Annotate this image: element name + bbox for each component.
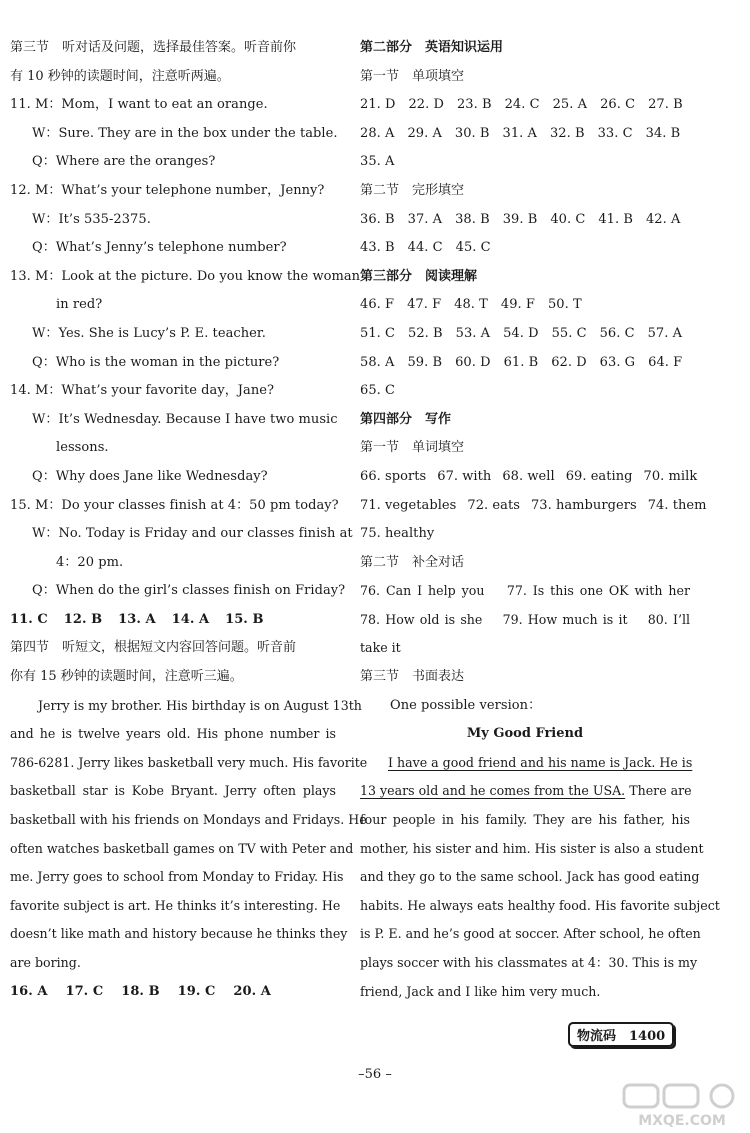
essay-line: plays soccer with his classmates at 4：30. This is my bbox=[360, 955, 698, 970]
essay-line: friend, Jack and I like him very much. bbox=[360, 983, 601, 999]
essay-line: and they go to the same school. Jack has good eating bbox=[360, 869, 700, 885]
section3-header-line2: 有 10 秒钟的读题时间，注意听两遍。 bbox=[10, 68, 230, 84]
answer-item: 74. them bbox=[647, 497, 707, 513]
answer-item: 63. G bbox=[599, 354, 636, 370]
answer-item: 35. A bbox=[360, 154, 395, 170]
logistics-code-box: 物流码 1400 bbox=[568, 1022, 674, 1047]
answer-item: 42. A bbox=[645, 211, 681, 227]
answer-item: 18. B bbox=[121, 983, 160, 999]
watermark-icon bbox=[618, 1083, 746, 1129]
section4-header-line1: 第四节 听短文，根据短文内容回答问题。听音前 bbox=[10, 640, 297, 656]
answer-item: 61. B bbox=[503, 354, 539, 370]
answer-item: 28. A bbox=[360, 125, 395, 141]
answer-item: 34. B bbox=[645, 125, 681, 141]
answer-item: 67. with bbox=[437, 468, 492, 484]
answer-row bbox=[360, 520, 690, 549]
answer-item: 12. B bbox=[63, 611, 103, 627]
version-label: One possible version： bbox=[390, 697, 542, 713]
answer-item: 48. T bbox=[454, 297, 488, 313]
dialogue-answer-line: 76. Can I help you 77. Is this one OK with her bbox=[360, 583, 690, 599]
answer-item: 30. B bbox=[454, 125, 490, 141]
passage-line: basketball with his friends on Mondays and Fridays. He bbox=[10, 812, 367, 828]
answer-item: 38. B bbox=[455, 211, 490, 227]
answer-item: 62. D bbox=[551, 354, 587, 370]
dialogue-line: W：No. Today is Friday and our classes finish at bbox=[32, 526, 353, 542]
answer-item: 58. A bbox=[360, 354, 395, 370]
sec2-title: 第二节 完形填空 bbox=[360, 182, 465, 198]
passage-line: often watches basketball games on TV with Peter and bbox=[10, 840, 354, 856]
dialogue-line: 4：20 pm. bbox=[56, 554, 124, 570]
page-number: –56 – bbox=[358, 1067, 392, 1082]
answer-item: 66. sports bbox=[360, 468, 427, 484]
passage-text: Jerry is my brother. His birthday is on August 13th bbox=[38, 697, 362, 713]
passage-line: doesn’t like math and history because he thinks they bbox=[10, 926, 348, 942]
dialogue-line: lessons. bbox=[56, 440, 109, 456]
answer-item: 73. hamburgers bbox=[530, 497, 637, 513]
p4-sec2-title: 第二节 补全对话 bbox=[360, 554, 465, 570]
p4-sec1-answers bbox=[360, 463, 707, 549]
essay-line bbox=[360, 749, 693, 778]
dialogue-line: Q：What’s Jenny’s telephone number? bbox=[32, 240, 287, 256]
answer-item: 40. C bbox=[550, 211, 586, 227]
dialogue-line: W：Yes. She is Lucy’s P. E. teacher. bbox=[32, 325, 266, 341]
answer-item: 14. A bbox=[171, 611, 210, 627]
passage-line: are boring. bbox=[10, 955, 81, 970]
answer-item: 24. C bbox=[504, 97, 540, 113]
answer-item: 50. T bbox=[547, 297, 582, 313]
answer-item: 17. C bbox=[65, 983, 104, 999]
sec2-answers bbox=[360, 206, 690, 263]
dialogue-line: W：It’s Wednesday. Because I have two music bbox=[32, 411, 338, 427]
passage-line: 786-6281. Jerry likes basketball very much. His favorite bbox=[10, 754, 368, 770]
essay-line: is P. E. and he’s good at soccer. After school, he often bbox=[360, 926, 701, 942]
answer-item: 15. B bbox=[225, 611, 264, 627]
answer-row bbox=[360, 234, 690, 263]
answer-item: 53. A bbox=[455, 325, 491, 341]
part2-title: 第二部分 英语知识运用 bbox=[360, 40, 504, 55]
watermark-logo bbox=[618, 1083, 746, 1129]
part3-title: 第三部分 阅读理解 bbox=[360, 268, 478, 284]
p4-sec1-title: 第一节 单词填空 bbox=[360, 440, 465, 456]
answer-item: 29. A bbox=[407, 125, 442, 141]
sec1-answers bbox=[360, 91, 690, 177]
dialogue-line: 11. M：Mom，I want to eat an orange. bbox=[10, 97, 268, 113]
answer-item: 13. A bbox=[118, 611, 156, 627]
part3-answers bbox=[360, 291, 690, 405]
answer-item: 60. D bbox=[455, 354, 491, 370]
answer-item: 27. B bbox=[648, 97, 683, 113]
right-column bbox=[360, 34, 720, 1006]
essay-underlined-2: 13 years old and he comes from the USA. bbox=[360, 783, 626, 799]
dialogue-line: Q：Where are the oranges? bbox=[32, 154, 216, 170]
answer-item: 52. B bbox=[408, 325, 443, 341]
essay-title: My Good Friend bbox=[466, 726, 584, 742]
answer-item: 45. C bbox=[455, 240, 491, 256]
essay-body bbox=[360, 749, 720, 1006]
dialogue-line: 15. M：Do your classes finish at 4：50 pm today? bbox=[10, 497, 339, 513]
dialogue-list bbox=[10, 91, 361, 606]
left-column bbox=[10, 34, 368, 1006]
passage bbox=[10, 692, 368, 978]
passage-line bbox=[10, 692, 362, 721]
answer-row bbox=[360, 492, 707, 521]
answer-item: 36. B bbox=[360, 211, 395, 227]
dialogue-line: Q：When do the girl’s classes finish on Friday? bbox=[32, 583, 346, 599]
answer-item: 69. eating bbox=[565, 468, 633, 484]
section4-header-line2: 你有 15 秒钟的读题时间，注意听三遍。 bbox=[10, 669, 243, 685]
dialogue-answer-line: take it bbox=[360, 640, 401, 656]
answer-item: 23. B bbox=[456, 97, 492, 113]
answer-item: 55. C bbox=[551, 325, 587, 341]
answer-item: 46. F bbox=[360, 297, 395, 313]
dialogue-line: Q：Who is the woman in the picture? bbox=[32, 354, 280, 370]
answer-item: 21. D bbox=[360, 97, 396, 113]
dialogue-line: W：Sure. They are in the box under the table. bbox=[32, 125, 338, 141]
answer-item: 26. C bbox=[600, 97, 636, 113]
answer-item: 43. B bbox=[360, 240, 395, 256]
answer-row bbox=[360, 148, 690, 177]
part4-title: 第四部分 写作 bbox=[360, 411, 452, 427]
answer-item: 39. B bbox=[502, 211, 538, 227]
answer-item: 31. A bbox=[502, 125, 537, 141]
dialogue-line: W：It’s 535-2375. bbox=[32, 211, 151, 227]
answer-item: 56. C bbox=[599, 325, 635, 341]
p4-sec3-title: 第三节 书面表达 bbox=[360, 669, 465, 685]
answers-11-15 bbox=[10, 606, 336, 635]
passage-line: and he is twelve years old. His phone number is bbox=[10, 726, 336, 742]
answer-item: 37. A bbox=[407, 211, 443, 227]
answer-item: 51. C bbox=[360, 325, 396, 341]
essay-line: habits. He always eats healthy food. His favorite subject bbox=[360, 897, 720, 913]
essay-line bbox=[360, 777, 690, 806]
answer-item: 59. B bbox=[407, 354, 443, 370]
answer-item: 70. milk bbox=[643, 468, 698, 484]
answer-row bbox=[360, 291, 690, 320]
passage-line: me. Jerry goes to school from Monday to Friday. His bbox=[10, 869, 344, 885]
p4-sec2-answers bbox=[360, 577, 690, 663]
answer-item: 32. B bbox=[549, 125, 585, 141]
section3-header-line1: 第三节 听对话及问题，选择最佳答案。听音前你 bbox=[10, 40, 297, 55]
answer-row bbox=[360, 349, 690, 378]
dialogue-line: 13. M：Look at the picture. Do you know the woman bbox=[10, 268, 361, 284]
answer-item: 54. D bbox=[503, 325, 539, 341]
answers-16-20 bbox=[10, 978, 336, 1007]
dialogue-line: in red? bbox=[56, 297, 103, 313]
answer-item: 19. C bbox=[177, 983, 216, 999]
answer-row bbox=[360, 120, 690, 149]
essay-line: mother, his sister and him. His sister is also a student bbox=[360, 840, 704, 856]
answer-item: 22. D bbox=[408, 97, 444, 113]
essay-underlined-1: I have a good friend and his name is Jack. He is bbox=[388, 754, 693, 770]
watermark-text: MXQE.COM bbox=[638, 1113, 726, 1129]
dialogue-line: 14. M：What’s your favorite day，Jane? bbox=[10, 383, 275, 399]
answer-row bbox=[360, 463, 698, 492]
answer-item: 47. F bbox=[407, 297, 442, 313]
essay-rest-first: There are bbox=[629, 783, 692, 799]
dialogue-line: 12. M：What’s your telephone number，Jenny? bbox=[10, 182, 325, 198]
answer-item: 75. healthy bbox=[360, 526, 435, 542]
answer-item: 16. A bbox=[10, 983, 48, 999]
answer-item: 71. vegetables bbox=[360, 497, 457, 513]
passage-line: favorite subject is art. He thinks it’s interesting. He bbox=[10, 897, 341, 913]
answer-item: 57. A bbox=[647, 325, 683, 341]
answer-row bbox=[360, 377, 690, 406]
answer-row bbox=[360, 206, 690, 235]
sec1-title: 第一节 单项填空 bbox=[360, 68, 465, 84]
dialogue-line: Q：Why does Jane like Wednesday? bbox=[32, 468, 268, 484]
answer-item: 64. F bbox=[648, 354, 683, 370]
answer-item: 72. eats bbox=[467, 497, 520, 513]
answer-item: 20. A bbox=[233, 983, 271, 999]
passage-line: basketball star is Kobe Bryant. Jerry often plays bbox=[10, 783, 336, 799]
answer-item: 68. well bbox=[502, 468, 555, 484]
answer-row bbox=[360, 91, 690, 120]
answer-item: 49. F bbox=[500, 297, 535, 313]
answer-item: 65. C bbox=[360, 383, 396, 399]
answer-item: 41. B bbox=[598, 211, 633, 227]
answer-item: 11. C bbox=[10, 611, 48, 627]
answer-item: 25. A bbox=[552, 97, 588, 113]
dialogue-answer-line: 78. How old is she 79. How much is it 80. I’ll bbox=[360, 611, 690, 627]
answer-item: 44. C bbox=[407, 240, 443, 256]
answer-item: 33. C bbox=[597, 125, 633, 141]
answer-row bbox=[360, 320, 690, 349]
essay-line: four people in his family. They are his father, his bbox=[360, 812, 690, 828]
